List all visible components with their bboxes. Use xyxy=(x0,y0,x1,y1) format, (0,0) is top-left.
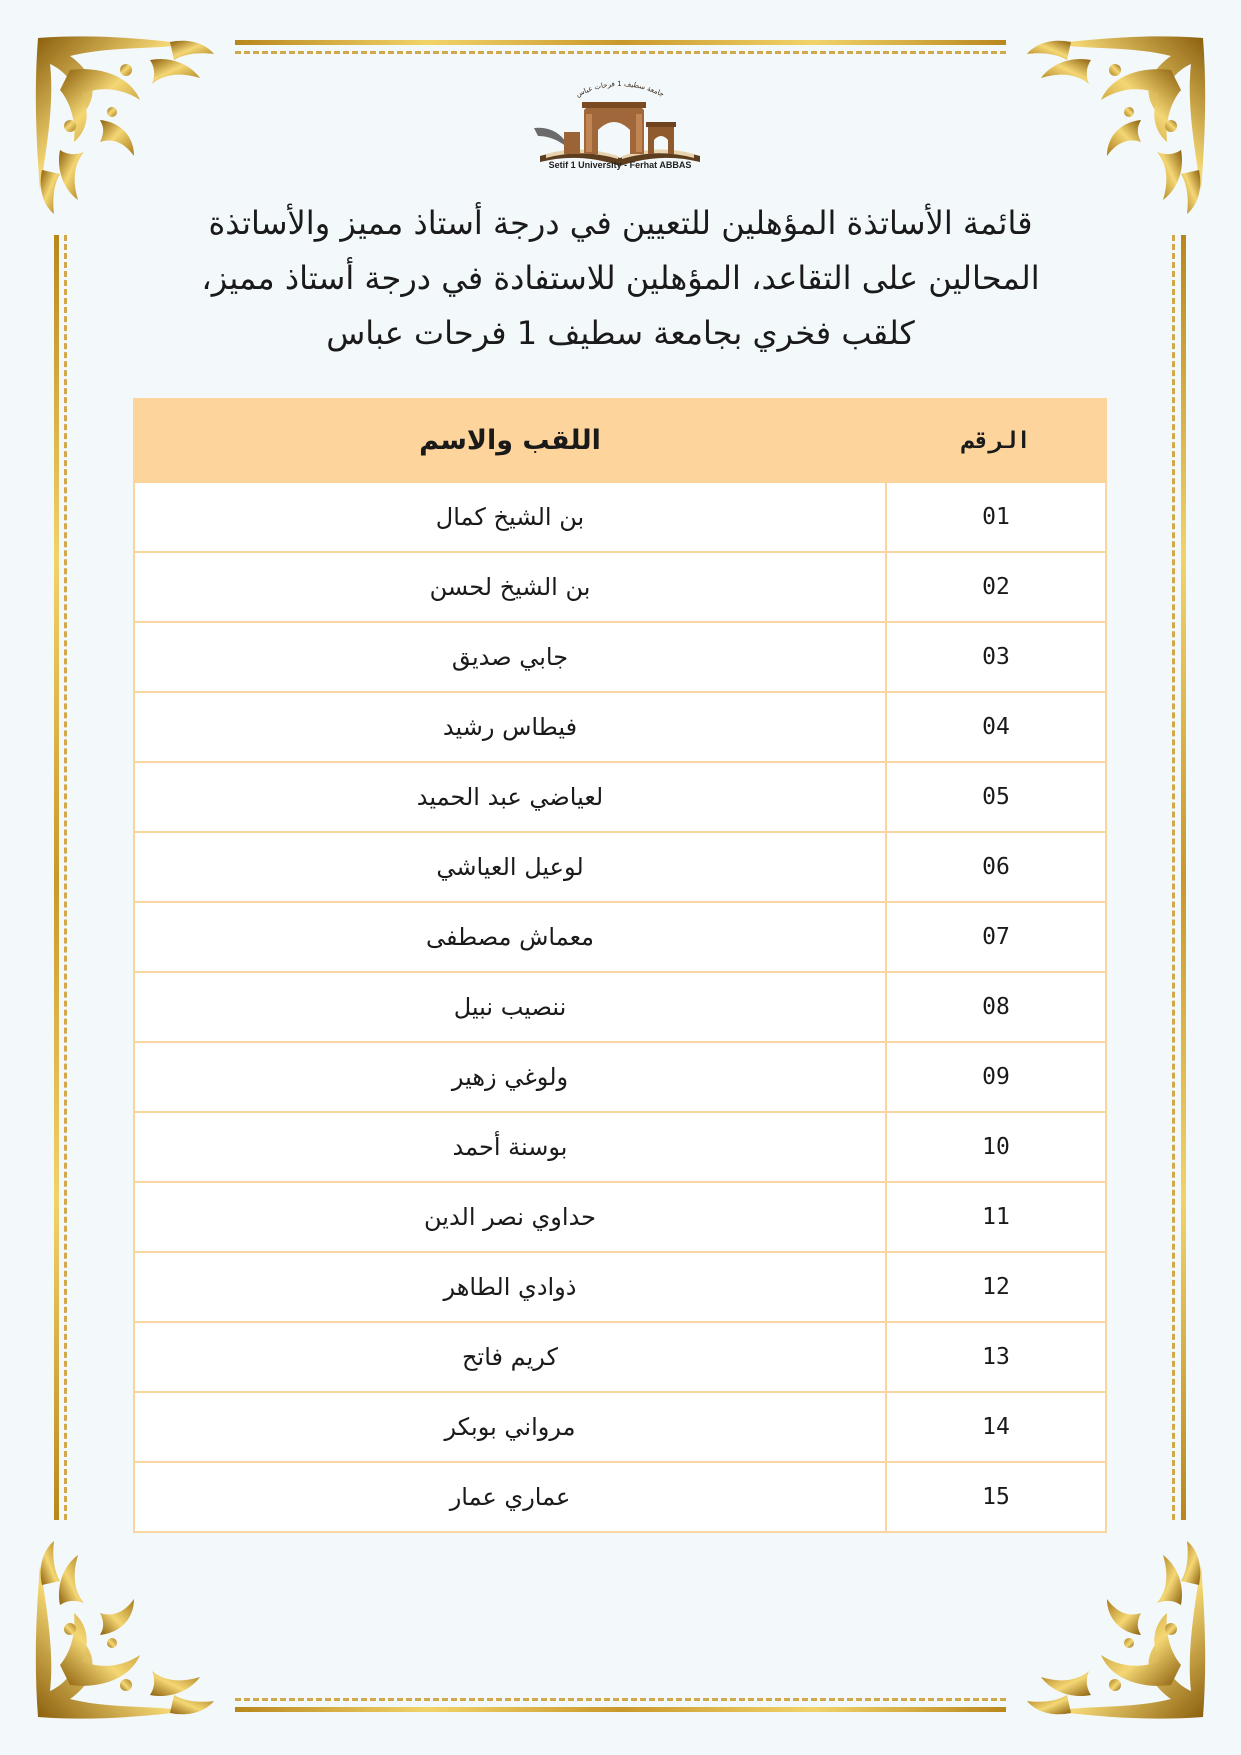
row-number: 04 xyxy=(886,692,1106,762)
row-number: 10 xyxy=(886,1112,1106,1182)
table-row xyxy=(134,1392,1106,1462)
row-name: مرواني بوبكر xyxy=(134,1392,886,1462)
table-row xyxy=(134,1252,1106,1322)
title-line: المحالين على التقاعد، المؤهلين للاستفادة في درجة أستاذ مميز، xyxy=(201,259,1040,297)
row-name: ذوادي الطاهر xyxy=(134,1252,886,1322)
university-logo-caption: Setif 1 University - Ferhat ABBAS xyxy=(548,160,692,170)
ornament-corner-top-right-icon xyxy=(1021,30,1211,220)
professors-table xyxy=(133,398,1107,1533)
bottom-border-line xyxy=(235,1698,1006,1712)
row-name: كريم فاتح xyxy=(134,1322,886,1392)
row-number: 13 xyxy=(886,1322,1106,1392)
table-row xyxy=(134,552,1106,622)
row-number: 06 xyxy=(886,832,1106,902)
table-row xyxy=(134,972,1106,1042)
ornament-corner-bottom-left-icon xyxy=(30,1535,220,1725)
row-name: لعياضي عبد الحميد xyxy=(134,762,886,832)
right-border-line xyxy=(1172,235,1186,1520)
row-name: ننصيب نبيل xyxy=(134,972,886,1042)
svg-text:جامعة سطيف 1 فرحات عباس: جامعة سطيف 1 فرحات عباس xyxy=(574,79,666,99)
table-row xyxy=(134,1182,1106,1252)
row-number: 02 xyxy=(886,552,1106,622)
title-line: قائمة الأساتذة المؤهلين للتعيين في درجة أستاذ مميز والأساتذة xyxy=(208,204,1033,242)
row-number: 07 xyxy=(886,902,1106,972)
table-row xyxy=(134,1462,1106,1532)
table-row xyxy=(134,832,1106,902)
column-header-name: اللقب والاسم xyxy=(134,399,886,482)
row-number: 15 xyxy=(886,1462,1106,1532)
row-name: عماري عمار xyxy=(134,1462,886,1532)
row-number: 08 xyxy=(886,972,1106,1042)
table-row xyxy=(134,1322,1106,1392)
table-row xyxy=(134,622,1106,692)
table-row xyxy=(134,482,1106,552)
table-row xyxy=(134,1112,1106,1182)
row-number: 11 xyxy=(886,1182,1106,1252)
row-name: بن الشيخ كمال xyxy=(134,482,886,552)
row-name: معماش مصطفى xyxy=(134,902,886,972)
table-row xyxy=(134,1042,1106,1112)
ornament-corner-top-left-icon xyxy=(30,30,220,220)
title-line: كلقب فخري بجامعة سطيف 1 فرحات عباس xyxy=(326,314,915,352)
row-name: بوسنة أحمد xyxy=(134,1112,886,1182)
row-name: بن الشيخ لحسن xyxy=(134,552,886,622)
row-number: 12 xyxy=(886,1252,1106,1322)
row-name: فيطاس رشيد xyxy=(134,692,886,762)
column-header-number: الرقم xyxy=(886,399,1106,482)
left-border-line xyxy=(54,235,68,1520)
row-number: 14 xyxy=(886,1392,1106,1462)
row-number: 03 xyxy=(886,622,1106,692)
row-number: 05 xyxy=(886,762,1106,832)
row-name: لوعيل العياشي xyxy=(134,832,886,902)
row-name: حداوي نصر الدين xyxy=(134,1182,886,1252)
row-name: ولوغي زهير xyxy=(134,1042,886,1112)
table-header-row xyxy=(134,399,1106,482)
row-name: جابي صديق xyxy=(134,622,886,692)
table-row xyxy=(134,762,1106,832)
table-row xyxy=(134,902,1106,972)
row-number: 09 xyxy=(886,1042,1106,1112)
table-row xyxy=(134,692,1106,762)
row-number: 01 xyxy=(886,482,1106,552)
top-border-line xyxy=(235,40,1006,54)
ornament-corner-bottom-right-icon xyxy=(1021,1535,1211,1725)
page-title xyxy=(150,196,1091,361)
